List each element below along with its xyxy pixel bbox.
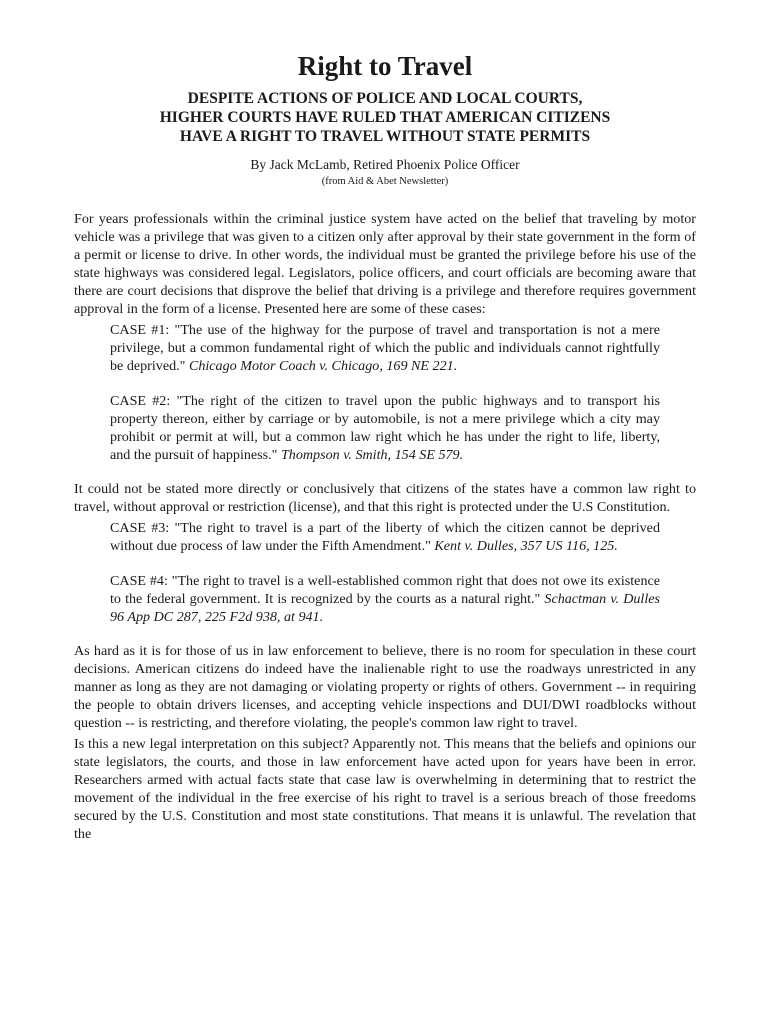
subtitle bbox=[74, 89, 696, 146]
case-quote-3 bbox=[110, 519, 660, 555]
case-quote-1 bbox=[110, 321, 660, 375]
case-text: CASE #4: "The right to travel is a well-established common right that does not owe its existence to the federal government. It is recognized by the courts as a natural right." bbox=[110, 573, 660, 607]
paragraph-conclusion: It could not be stated more directly or conclusively that citizens of the states have a common law right to travel, without approval or restriction (license), and that this right is protected under the U.S Constitution. bbox=[74, 481, 696, 515]
subtitle-line: HAVE A RIGHT TO TRAVEL WITHOUT STATE PERMITS bbox=[179, 128, 591, 145]
case-citation: Chicago Motor Coach v. Chicago, 169 NE 221. bbox=[188, 358, 458, 374]
page-title: Right to Travel bbox=[297, 51, 473, 81]
case-citation: Thompson v. Smith, 154 SE 579. bbox=[280, 447, 464, 463]
case-citation: Schactman v. Dulles 96 App DC 287, 225 F2d 938, at 941. bbox=[110, 591, 660, 625]
case-text: CASE #1: "The use of the highway for the purpose of travel and transportation is not a mere privilege, but a common fundamental right of which the public and individuals cannot rightfully be deprived." bbox=[110, 322, 660, 374]
paragraph-intro: For years professionals within the criminal justice system have acted on the belief that traveling by motor vehicle was a privilege that was given to a citizen only after approval by their state government in the form of a permit or license to drive. In other words, the individual must be granted the privilege before his use of the state highways was considered legal. Legislators, police officers, and court officials are becoming aware that there are court decisions that disprove the belief that driving is a privilege and therefore requires government approval in the form of a license. Presented here are some of these cases: bbox=[74, 211, 696, 317]
document-page bbox=[74, 0, 696, 843]
byline: By Jack McLamb, Retired Phoenix Police Officer bbox=[250, 157, 520, 172]
case-text: CASE #2: "The right of the citizen to travel upon the public highways and to transport his property thereon, either by carriage or by automobile, is not a mere privilege which a city may prohibit or permit at will, but a common law right which he has under the right to life, liberty, and the pursuit of happiness." bbox=[110, 393, 660, 463]
paragraph-legal-interpretation: Is this a new legal interpretation on this subject? Apparently not. This means that the beliefs and opinions our state legislators, the courts, and those in law enforcement have acted upon for years have been in error. Researchers armed with actual facts state that case law is overwhelming in determining that to restrict the movement of the individual in the free exercise of his right to travel is a serious breach of those freedoms secured by the U.S. Constitution and most state constitutions. That means it is unlawful. The revelation that the bbox=[74, 736, 696, 842]
case-quote-4 bbox=[110, 572, 660, 626]
case-citation: Kent v. Dulles, 357 US 116, 125. bbox=[434, 538, 618, 554]
case-text: CASE #3: "The right to travel is a part of the liberty of which the citizen cannot be deprived without due process of law under the Fifth Amendment." bbox=[110, 520, 660, 554]
case-quote-2 bbox=[110, 392, 660, 464]
subtitle-line: DESPITE ACTIONS OF POLICE AND LOCAL COURTS, bbox=[187, 90, 583, 107]
paragraph-law-enforcement: As hard as it is for those of us in law enforcement to believe, there is no room for speculation in these court decisions. American citizens do indeed have the inalienable right to use the roadways unrestricted in any manner as long as they are not damaging or violating property or rights of others. Government -- in requiring the people to obtain drivers licenses, and accepting vehicle inspections and DUI/DWI roadblocks without question -- is restricting, and therefore violating, the people's common law right to travel. bbox=[74, 643, 696, 731]
source-note: (from Aid & Abet Newsletter) bbox=[321, 176, 449, 187]
subtitle-line: HIGHER COURTS HAVE RULED THAT AMERICAN CITIZENS bbox=[159, 109, 611, 126]
